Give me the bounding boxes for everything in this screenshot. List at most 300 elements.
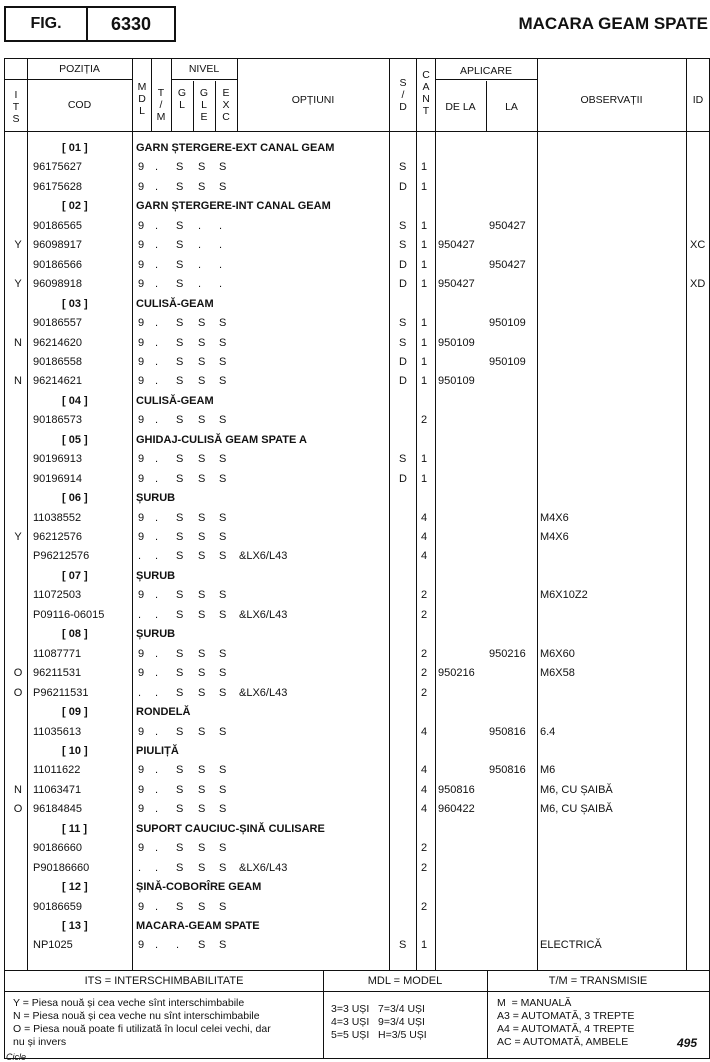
gle-cell: S xyxy=(198,939,206,952)
gl-cell: S xyxy=(176,842,184,855)
exc-cell: S xyxy=(219,647,227,660)
mdl-cell: 9 xyxy=(138,414,145,427)
cant-cell: 1 xyxy=(421,161,428,174)
gl-cell: S xyxy=(176,686,184,699)
optiuni-cell: &LX6/L43 xyxy=(239,608,288,621)
cod-cell: 96175627 xyxy=(33,161,82,174)
cant-cell: 4 xyxy=(421,725,428,738)
exc-cell: S xyxy=(219,161,227,174)
mdl-cell: 9 xyxy=(138,842,145,855)
mdl-cell: 9 xyxy=(138,531,145,543)
section-number: [ 02 ] xyxy=(62,200,88,213)
exc-cell: S xyxy=(219,589,227,602)
cant-cell: 4 xyxy=(421,550,428,563)
col-tm: T / M xyxy=(156,87,166,123)
mdl-cell: 9 xyxy=(138,900,145,913)
cod-cell: 96098917 xyxy=(33,239,82,252)
cant-cell: 2 xyxy=(421,686,428,699)
gle-cell: S xyxy=(198,161,206,174)
observatii-cell: M4X6 xyxy=(540,511,569,524)
sd-cell: S xyxy=(399,219,407,232)
exc-cell: S xyxy=(219,550,227,563)
gle-cell: S xyxy=(198,511,206,524)
table-row xyxy=(5,839,710,858)
sd-cell: D xyxy=(399,355,407,368)
cant-cell: 1 xyxy=(421,278,428,291)
page-signature: 495 xyxy=(676,1036,697,1050)
col-la: LA xyxy=(505,101,518,113)
tm-cell: . xyxy=(155,317,159,330)
exc-cell: S xyxy=(219,783,227,796)
section-title: ȘURUB xyxy=(136,628,176,641)
mdl-cell: 9 xyxy=(138,589,145,602)
col-pozitia: POZIȚIA xyxy=(59,63,100,75)
legend-tm-line: AC = AUTOMATĂ, AMBELE xyxy=(497,1036,629,1048)
cod-cell: 90186565 xyxy=(33,219,82,232)
cant-cell: 4 xyxy=(421,803,428,816)
its-cell: O xyxy=(13,686,23,699)
tm-cell: . xyxy=(155,258,159,271)
table-row xyxy=(5,586,710,605)
section-row xyxy=(5,489,710,508)
cod-cell: P09116-06015 xyxy=(33,608,105,621)
cod-cell: 90196913 xyxy=(33,453,82,466)
its-cell: Y xyxy=(14,531,22,543)
mdl-cell: . xyxy=(138,608,142,621)
gle-cell: S xyxy=(198,725,206,738)
la-cell: 950109 xyxy=(489,355,526,368)
exc-cell: S xyxy=(219,686,227,699)
cant-cell: 1 xyxy=(421,355,428,368)
section-number: [ 06 ] xyxy=(62,492,88,505)
col-observatii: OBSERVAȚII xyxy=(580,94,643,106)
exc-cell: S xyxy=(219,414,227,427)
gle-cell: S xyxy=(198,453,206,466)
mdl-cell: . xyxy=(138,861,142,874)
tm-cell: . xyxy=(155,414,159,427)
tm-cell: . xyxy=(155,180,159,193)
cant-cell: 1 xyxy=(421,258,428,271)
tm-cell: . xyxy=(155,647,159,660)
sd-cell: D xyxy=(399,375,407,388)
section-title: CULISĂ-GEAM xyxy=(136,297,214,310)
cod-cell: 96211531 xyxy=(33,667,82,680)
gle-cell: S xyxy=(198,803,206,816)
gl-cell: S xyxy=(176,589,184,602)
cant-cell: 2 xyxy=(421,414,428,427)
its-cell: N xyxy=(14,783,22,796)
section-row xyxy=(5,625,710,644)
section-number: [ 13 ] xyxy=(62,920,88,932)
exc-cell: S xyxy=(219,842,227,855)
exc-cell: S xyxy=(219,355,227,368)
tm-cell: . xyxy=(155,161,159,174)
legend-its-line: nu și invers xyxy=(13,1036,67,1048)
exc-cell: . xyxy=(219,258,223,271)
mdl-cell: 9 xyxy=(138,472,145,485)
section-title: ȘINĂ-COBORÎRE GEAM xyxy=(136,881,262,894)
section-number: [ 11 ] xyxy=(62,822,88,835)
section-row xyxy=(5,139,710,158)
tm-cell: . xyxy=(155,472,159,485)
mdl-cell: 9 xyxy=(138,161,145,174)
sd-cell: D xyxy=(399,180,407,193)
section-row xyxy=(5,197,710,216)
observatii-cell: M6 xyxy=(540,764,556,777)
gl-cell: S xyxy=(176,219,184,232)
legend-its-line: N = Piesa nouă și cea veche nu sînt interschimbabile xyxy=(13,1010,260,1022)
gl-cell: S xyxy=(176,764,184,777)
legend-its-line: Y = Piesa nouă și cea veche sînt interschimbabile xyxy=(13,997,245,1009)
sd-cell: S xyxy=(399,939,407,952)
cod-cell: 90186558 xyxy=(33,355,82,368)
legend-mdl-title: MDL = MODEL xyxy=(367,975,443,987)
observatii-cell: M6, CU ȘAIBĂ xyxy=(540,803,613,816)
la-cell: 950816 xyxy=(489,764,526,777)
gle-cell: S xyxy=(198,180,206,193)
la-cell: 950427 xyxy=(489,258,526,271)
section-title: GARN ȘTERGERE-EXT CANAL GEAM xyxy=(136,142,335,154)
cod-cell: 96175628 xyxy=(33,180,82,193)
cod-cell: 11063471 xyxy=(33,783,82,796)
legend-its-line: O = Piesa nouă poate fi utilizată în locul celei vechi, dar xyxy=(13,1023,271,1035)
tm-cell: . xyxy=(155,725,159,738)
table-row xyxy=(5,256,710,275)
cant-cell: 1 xyxy=(421,239,428,252)
gl-cell: S xyxy=(176,803,184,816)
section-number: [ 07 ] xyxy=(62,569,88,582)
table-row xyxy=(5,470,710,489)
exc-cell: S xyxy=(219,375,227,388)
cod-cell: 96214621 xyxy=(33,375,82,388)
exc-cell: S xyxy=(219,939,227,952)
exc-cell: S xyxy=(219,764,227,777)
observatii-cell: M4X6 xyxy=(540,531,569,543)
table-row xyxy=(5,236,710,255)
gle-cell: S xyxy=(198,531,206,543)
cant-cell: 2 xyxy=(421,842,428,855)
dela-cell: 950427 xyxy=(438,278,475,291)
cant-cell: 1 xyxy=(421,336,428,349)
gl-cell: . xyxy=(176,939,180,952)
section-number: [ 08 ] xyxy=(62,628,88,641)
table-row xyxy=(5,314,710,333)
gle-cell: S xyxy=(198,355,206,368)
gle-cell: S xyxy=(198,550,206,563)
table-row xyxy=(5,275,710,294)
col-id: ID xyxy=(692,94,704,106)
col-aplicare: APLICARE xyxy=(460,65,512,77)
table-row xyxy=(5,781,710,800)
mdl-cell: 9 xyxy=(138,336,145,349)
section-title: GHIDAJ-CULISĂ GEAM SPATE A xyxy=(136,433,307,446)
section-title: CULISĂ-GEAM xyxy=(136,394,214,407)
observatii-cell: 6.4 xyxy=(540,725,556,738)
gle-cell: S xyxy=(198,667,206,680)
dela-cell: 950427 xyxy=(438,239,475,252)
gle-cell: S xyxy=(198,900,206,913)
tm-cell: . xyxy=(155,375,159,388)
parts-table xyxy=(4,58,710,971)
sd-cell: S xyxy=(399,336,407,349)
gl-cell: S xyxy=(176,453,184,466)
mdl-cell: 9 xyxy=(138,764,145,777)
cod-cell: 11011622 xyxy=(33,764,81,777)
cant-cell: 4 xyxy=(421,511,428,524)
document-title: MACARA GEAM SPATE xyxy=(518,14,708,33)
section-row xyxy=(5,392,710,411)
gl-cell: S xyxy=(176,647,184,660)
cod-cell: 90186573 xyxy=(33,414,82,427)
gl-cell: S xyxy=(176,258,184,271)
id-cell: XC xyxy=(690,239,706,252)
its-cell: N xyxy=(14,375,22,388)
cant-cell: 2 xyxy=(421,861,428,874)
cod-cell: 96098918 xyxy=(33,278,82,291)
table-row xyxy=(5,859,710,878)
gl-cell: S xyxy=(176,783,184,796)
tm-cell: . xyxy=(155,219,159,232)
table-row xyxy=(5,178,710,197)
cant-cell: 4 xyxy=(421,764,428,777)
tm-cell: . xyxy=(155,803,159,816)
la-cell: 950216 xyxy=(489,647,526,660)
cod-cell: 90186566 xyxy=(33,258,82,271)
mdl-cell: . xyxy=(138,550,142,563)
cod-cell: 90196914 xyxy=(33,472,82,485)
sd-cell: S xyxy=(399,453,407,466)
cod-cell: 90186557 xyxy=(33,317,82,330)
table-row xyxy=(5,528,710,547)
legend-tm-line: M = MANUALĂ xyxy=(497,997,572,1009)
legend-tm-title: T/M = TRANSMISIE xyxy=(548,975,648,987)
tm-cell: . xyxy=(155,550,159,563)
cod-cell: 96214620 xyxy=(33,336,82,349)
tm-cell: . xyxy=(155,608,159,621)
gle-cell: S xyxy=(198,336,206,349)
tm-cell: . xyxy=(155,861,159,874)
section-title: GARN ȘTERGERE-INT CANAL GEAM xyxy=(136,200,331,213)
exc-cell: S xyxy=(219,861,227,874)
mdl-cell: 9 xyxy=(138,511,145,524)
mdl-cell: 9 xyxy=(138,355,145,368)
observatii-cell: M6X10Z2 xyxy=(540,589,588,602)
table-row xyxy=(5,547,710,566)
mdl-cell: 9 xyxy=(138,180,145,193)
observatii-cell: ELECTRICĂ xyxy=(540,939,602,952)
table-row xyxy=(5,450,710,469)
table-row xyxy=(5,217,710,236)
legend-its-title: ITS = INTERSCHIMBABILITATE xyxy=(84,975,244,987)
gle-cell: S xyxy=(198,764,206,777)
optiuni-cell: &LX6/L43 xyxy=(239,686,288,699)
cant-cell: 2 xyxy=(421,900,428,913)
gle-cell: . xyxy=(198,278,202,291)
table-row xyxy=(5,898,710,917)
tm-cell: . xyxy=(155,278,159,291)
its-cell: Y xyxy=(14,239,22,252)
mdl-cell: 9 xyxy=(138,453,145,466)
gl-cell: S xyxy=(176,900,184,913)
mdl-cell: 9 xyxy=(138,939,145,952)
cant-cell: 2 xyxy=(421,589,428,602)
tm-cell: . xyxy=(155,239,159,252)
gle-cell: S xyxy=(198,589,206,602)
section-title: MACARA-GEAM SPATE xyxy=(136,920,260,932)
col-cod: COD xyxy=(67,99,92,111)
cant-cell: 4 xyxy=(421,783,428,796)
gle-cell: . xyxy=(198,239,202,252)
section-title: ȘURUB xyxy=(136,492,176,505)
dela-cell: 950109 xyxy=(438,375,475,388)
gle-cell: S xyxy=(198,686,206,699)
exc-cell: S xyxy=(219,608,227,621)
cant-cell: 1 xyxy=(421,219,428,232)
gl-cell: S xyxy=(176,317,184,330)
cod-cell: 11087771 xyxy=(33,647,82,660)
exc-cell: S xyxy=(219,336,227,349)
cant-cell: 1 xyxy=(421,472,428,485)
gl-cell: S xyxy=(176,608,184,621)
dela-cell: 950109 xyxy=(438,336,475,349)
mdl-cell: 9 xyxy=(138,239,145,252)
section-title: PIULIȚĂ xyxy=(136,744,179,757)
cod-cell: 11038552 xyxy=(33,511,82,524)
legend-mdl-line: 4=3 UȘI 9=3/4 UȘI xyxy=(331,1016,425,1028)
gl-cell: S xyxy=(176,667,184,680)
cant-cell: 1 xyxy=(421,453,428,466)
section-row xyxy=(5,703,710,722)
cant-cell: 1 xyxy=(421,375,428,388)
cant-cell: 4 xyxy=(421,531,428,543)
col-optiuni: OPȚIUNI xyxy=(291,94,335,106)
gle-cell: S xyxy=(198,842,206,855)
section-row xyxy=(5,820,710,839)
mdl-cell: 9 xyxy=(138,725,145,738)
section-title: RONDELĂ xyxy=(136,706,191,719)
table-row xyxy=(5,353,710,372)
section-number: [ 03 ] xyxy=(62,297,88,310)
table-row xyxy=(5,664,710,683)
col-its: I T S xyxy=(12,89,20,125)
la-cell: 950109 xyxy=(489,317,526,330)
its-cell: O xyxy=(13,667,23,680)
table-row xyxy=(5,411,710,430)
id-cell: XD xyxy=(690,278,706,291)
la-cell: 950427 xyxy=(489,219,526,232)
legend xyxy=(4,971,710,1059)
col-exc: E X C xyxy=(222,87,230,123)
optiuni-cell: &LX6/L43 xyxy=(239,861,288,874)
gl-cell: S xyxy=(176,550,184,563)
its-cell: N xyxy=(14,336,22,349)
gle-cell: S xyxy=(198,608,206,621)
figure-number: 6330 xyxy=(110,13,152,34)
tm-cell: . xyxy=(155,783,159,796)
gl-cell: S xyxy=(176,161,184,174)
cod-cell: P96212576 xyxy=(33,550,90,563)
tm-cell: . xyxy=(155,589,159,602)
gle-cell: . xyxy=(198,219,202,232)
gl-cell: S xyxy=(176,180,184,193)
table-row xyxy=(5,334,710,353)
tm-cell: . xyxy=(155,336,159,349)
mdl-cell: 9 xyxy=(138,278,145,291)
table-row xyxy=(5,158,710,177)
gl-cell: S xyxy=(176,861,184,874)
mdl-cell: 9 xyxy=(138,647,145,660)
cant-cell: 2 xyxy=(421,608,428,621)
tm-cell: . xyxy=(155,453,159,466)
cod-cell: 96212576 xyxy=(33,531,82,543)
cant-cell: 1 xyxy=(421,939,428,952)
exc-cell: S xyxy=(219,180,227,193)
optiuni-cell: &LX6/L43 xyxy=(239,550,288,563)
mdl-cell: 9 xyxy=(138,317,145,330)
mdl-cell: 9 xyxy=(138,258,145,271)
cod-cell: 11072503 xyxy=(33,589,82,602)
col-cant: C A N T xyxy=(422,69,430,117)
table-row xyxy=(5,800,710,819)
mdl-cell: 9 xyxy=(138,783,145,796)
gle-cell: S xyxy=(198,647,206,660)
table-row xyxy=(5,372,710,391)
tm-cell: . xyxy=(155,667,159,680)
observatii-cell: M6X58 xyxy=(540,667,575,680)
tm-cell: . xyxy=(155,511,159,524)
exc-cell: S xyxy=(219,317,227,330)
gl-cell: S xyxy=(176,336,184,349)
gle-cell: S xyxy=(198,375,206,388)
section-number: [ 04 ] xyxy=(62,394,88,407)
gle-cell: S xyxy=(198,472,206,485)
gle-cell: S xyxy=(198,861,206,874)
la-cell: 950816 xyxy=(489,725,526,738)
dela-cell: 960422 xyxy=(438,803,475,816)
sd-cell: D xyxy=(399,472,407,485)
gle-cell: S xyxy=(198,783,206,796)
continuation-note: Cicle xyxy=(6,1052,27,1062)
its-cell: O xyxy=(13,803,23,816)
dela-cell: 950216 xyxy=(438,667,475,680)
cod-cell: P90186660 xyxy=(33,861,90,874)
tm-cell: . xyxy=(155,900,159,913)
gle-cell: S xyxy=(198,317,206,330)
tm-cell: . xyxy=(155,842,159,855)
gle-cell: . xyxy=(198,258,202,271)
legend-tm-line: A4 = AUTOMATĂ, 4 TREPTE xyxy=(497,1023,635,1035)
col-sd: S / D xyxy=(399,77,407,113)
gl-cell: S xyxy=(176,355,184,368)
sd-cell: S xyxy=(399,161,407,174)
cod-cell: P96211531 xyxy=(33,686,89,699)
gl-cell: S xyxy=(176,725,184,738)
col-dela: DE LA xyxy=(445,101,476,113)
legend-mdl-line: 5=5 UȘI H=3/5 UȘI xyxy=(331,1029,427,1041)
exc-cell: S xyxy=(219,900,227,913)
section-number: [ 05 ] xyxy=(62,433,88,446)
tm-cell: . xyxy=(155,355,159,368)
table-row xyxy=(5,645,710,664)
observatii-cell: M6, CU ȘAIBĂ xyxy=(540,783,613,796)
mdl-cell: 9 xyxy=(138,803,145,816)
mdl-cell: 9 xyxy=(138,375,145,388)
section-number: [ 12 ] xyxy=(62,881,88,894)
section-row xyxy=(5,431,710,450)
section-number: [ 10 ] xyxy=(62,744,88,757)
gl-cell: S xyxy=(176,531,184,543)
exc-cell: S xyxy=(219,531,227,543)
